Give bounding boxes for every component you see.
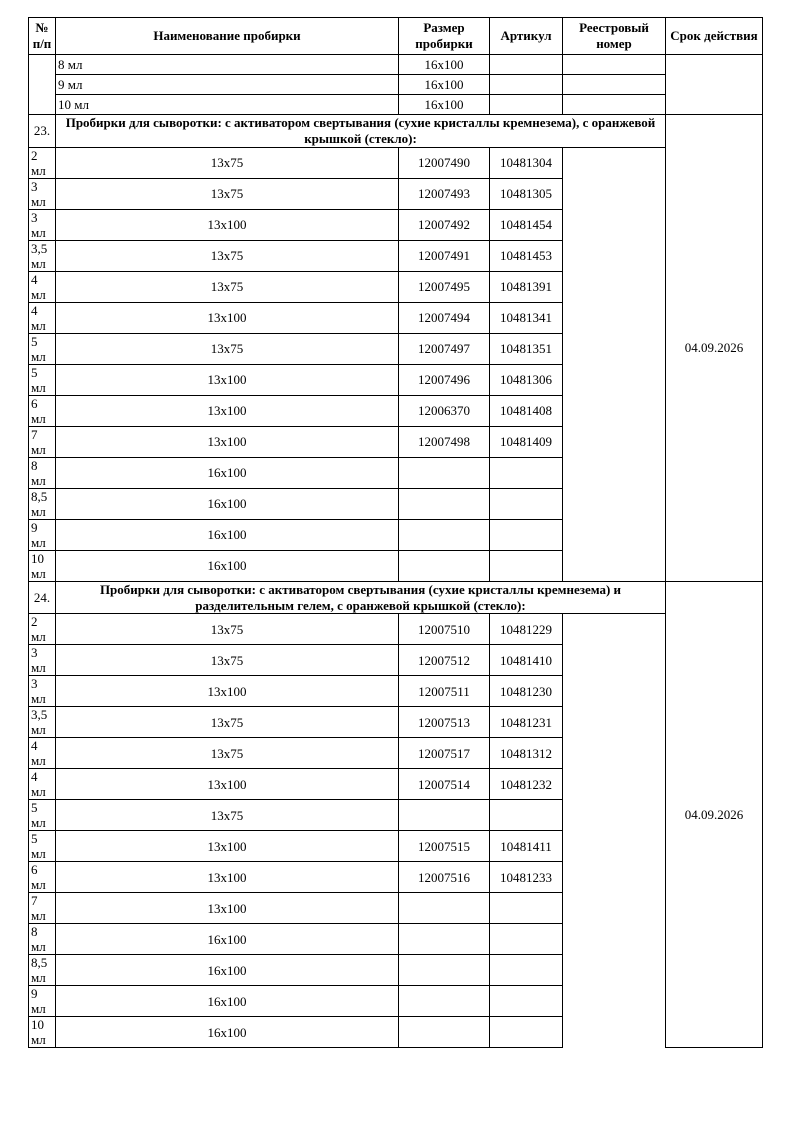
cell-size: 16x100 (56, 924, 399, 955)
cell-registry (490, 488, 563, 519)
cell-registry: 10481305 (490, 178, 563, 209)
cell-registry: 10481410 (490, 645, 563, 676)
cell-size: 16x100 (56, 1017, 399, 1048)
cell-size: 13x75 (56, 707, 399, 738)
cell-registry (490, 519, 563, 550)
cell-name: 8 мл (29, 924, 56, 955)
cell-registry: 10481408 (490, 395, 563, 426)
table-row (29, 1017, 763, 1048)
cell-article (490, 75, 563, 95)
cell-article: 12007512 (399, 645, 490, 676)
cell-name: 2 мл (29, 614, 56, 645)
column-header: Артикул (490, 18, 563, 55)
cell-registry: 10481341 (490, 302, 563, 333)
cell-article: 12007510 (399, 614, 490, 645)
cell-registry (490, 457, 563, 488)
column-header: Срок действия (666, 18, 763, 55)
table-row (29, 986, 763, 1017)
cell-name: 9 мл (56, 75, 399, 95)
cell-size: 16x100 (399, 75, 490, 95)
cell-size: 13x75 (56, 147, 399, 178)
table-row (29, 364, 763, 395)
table-row (29, 862, 763, 893)
cell-name: 7 мл (29, 426, 56, 457)
cell-name: 10 мл (56, 95, 399, 115)
cell-article: 12007497 (399, 333, 490, 364)
cell-name: 4 мл (29, 769, 56, 800)
cell-article (399, 986, 490, 1017)
tubes-table (28, 17, 763, 1048)
cell-size: 13x100 (56, 676, 399, 707)
cell-registry (490, 986, 563, 1017)
cell-article (399, 550, 490, 581)
cell-registry (490, 1017, 563, 1048)
table-row (29, 55, 763, 75)
table-row (29, 738, 763, 769)
cell-article (399, 519, 490, 550)
table-row (29, 178, 763, 209)
cell-size: 13x100 (56, 209, 399, 240)
cell-size: 13x100 (56, 862, 399, 893)
cell-registry (563, 75, 666, 95)
validity-date: 04.09.2026 (666, 581, 763, 1048)
cell-size: 13x75 (56, 240, 399, 271)
cell-registry: 10481229 (490, 614, 563, 645)
cell-registry: 10481304 (490, 147, 563, 178)
validity-date: 04.09.2026 (666, 115, 763, 582)
cell-article (490, 95, 563, 115)
cell-article (399, 800, 490, 831)
table-row (29, 426, 763, 457)
cell-article (399, 924, 490, 955)
cell-name: 4 мл (29, 271, 56, 302)
cell-name: 10 мл (29, 550, 56, 581)
table-row (29, 955, 763, 986)
cell-registry: 10481312 (490, 738, 563, 769)
cell-name: 8,5 мл (29, 955, 56, 986)
cell-name: 2 мл (29, 147, 56, 178)
cell-article: 12007513 (399, 707, 490, 738)
cell-article: 12007490 (399, 147, 490, 178)
cell-article: 12006370 (399, 395, 490, 426)
table-row (29, 831, 763, 862)
cell-size: 16x100 (56, 955, 399, 986)
cell-article: 12007496 (399, 364, 490, 395)
cell-registry: 10481391 (490, 271, 563, 302)
column-header: Размер пробирки (399, 18, 490, 55)
cell-registry (490, 924, 563, 955)
section-number-empty (29, 55, 56, 115)
table-row (29, 488, 763, 519)
cell-name: 8,5 мл (29, 488, 56, 519)
cell-size: 13x75 (56, 614, 399, 645)
cell-registry: 10481231 (490, 707, 563, 738)
cell-article (399, 893, 490, 924)
cell-article: 12007511 (399, 676, 490, 707)
table-row (29, 457, 763, 488)
cell-name: 3 мл (29, 645, 56, 676)
validity-date-empty (666, 55, 763, 115)
cell-article: 12007515 (399, 831, 490, 862)
table-row (29, 395, 763, 426)
cell-article: 12007492 (399, 209, 490, 240)
cell-name: 6 мл (29, 862, 56, 893)
cell-name: 8 мл (56, 55, 399, 75)
cell-article (399, 457, 490, 488)
cell-registry: 10481232 (490, 769, 563, 800)
header-row (29, 18, 763, 55)
cell-name: 4 мл (29, 738, 56, 769)
cell-size: 13x75 (56, 738, 399, 769)
cell-registry (490, 550, 563, 581)
column-header: Наименование пробирки (56, 18, 399, 55)
table-row (29, 707, 763, 738)
cell-registry: 10481230 (490, 676, 563, 707)
table-row (29, 333, 763, 364)
cell-size: 13x100 (56, 769, 399, 800)
table-body (29, 55, 763, 1048)
cell-registry: 10481411 (490, 831, 563, 862)
cell-name: 10 мл (29, 1017, 56, 1048)
table-row (29, 769, 763, 800)
cell-size: 13x100 (56, 364, 399, 395)
cell-name: 5 мл (29, 364, 56, 395)
cell-name: 3,5 мл (29, 707, 56, 738)
cell-size: 13x100 (56, 302, 399, 333)
cell-size: 13x75 (56, 271, 399, 302)
cell-size: 13x75 (56, 800, 399, 831)
cell-name: 8 мл (29, 457, 56, 488)
cell-registry: 10481233 (490, 862, 563, 893)
table-row (29, 519, 763, 550)
cell-size: 13x100 (56, 893, 399, 924)
cell-name: 4 мл (29, 302, 56, 333)
cell-name: 9 мл (29, 519, 56, 550)
cell-registry (490, 955, 563, 986)
cell-name: 9 мл (29, 986, 56, 1017)
cell-article: 12007498 (399, 426, 490, 457)
cell-name: 3 мл (29, 676, 56, 707)
section-number: 24. (29, 581, 56, 614)
cell-article: 12007491 (399, 240, 490, 271)
section-header-row (29, 581, 763, 614)
section-title: Пробирки для сыворотки: с активатором свертывания (сухие кристаллы кремнезема) и разделительным гелем, с оранжевой крышкой (стекло): (56, 581, 666, 614)
cell-article (399, 488, 490, 519)
cell-registry: 10481351 (490, 333, 563, 364)
cell-size: 16x100 (56, 488, 399, 519)
table-row (29, 302, 763, 333)
cell-name: 6 мл (29, 395, 56, 426)
cell-article (490, 55, 563, 75)
cell-size: 13x100 (56, 831, 399, 862)
cell-name: 3,5 мл (29, 240, 56, 271)
cell-article: 12007494 (399, 302, 490, 333)
cell-name: 7 мл (29, 893, 56, 924)
cell-size: 16x100 (56, 986, 399, 1017)
cell-article: 12007516 (399, 862, 490, 893)
cell-name: 3 мл (29, 178, 56, 209)
table-header (29, 18, 763, 55)
cell-registry: 10481306 (490, 364, 563, 395)
cell-registry (490, 800, 563, 831)
section-number: 23. (29, 115, 56, 148)
cell-registry: 10481409 (490, 426, 563, 457)
cell-registry: 10481453 (490, 240, 563, 271)
cell-article (399, 1017, 490, 1048)
cell-size: 13x75 (56, 178, 399, 209)
table-row (29, 924, 763, 955)
table-row (29, 209, 763, 240)
table-row (29, 550, 763, 581)
cell-size: 16x100 (399, 55, 490, 75)
cell-size: 16x100 (56, 457, 399, 488)
cell-size: 13x100 (56, 426, 399, 457)
table-row (29, 800, 763, 831)
cell-name: 3 мл (29, 209, 56, 240)
column-header: № п/п (29, 18, 56, 55)
cell-name: 5 мл (29, 333, 56, 364)
cell-article: 12007493 (399, 178, 490, 209)
table-row (29, 95, 763, 115)
table-row (29, 614, 763, 645)
cell-size: 13x75 (56, 645, 399, 676)
cell-registry (563, 55, 666, 75)
cell-size: 13x75 (56, 333, 399, 364)
cell-registry: 10481454 (490, 209, 563, 240)
cell-article (399, 955, 490, 986)
cell-registry (563, 95, 666, 115)
cell-article: 12007514 (399, 769, 490, 800)
cell-size: 16x100 (399, 95, 490, 115)
table-row (29, 75, 763, 95)
section-header-row (29, 115, 763, 148)
cell-article: 12007495 (399, 271, 490, 302)
table-row (29, 645, 763, 676)
cell-size: 16x100 (56, 519, 399, 550)
cell-name: 5 мл (29, 800, 56, 831)
cell-size: 13x100 (56, 395, 399, 426)
table-row (29, 676, 763, 707)
section-title: Пробирки для сыворотки: с активатором свертывания (сухие кристаллы кремнезема), с оранжевой крышкой (стекло): (56, 115, 666, 148)
table-row (29, 240, 763, 271)
table-row (29, 893, 763, 924)
cell-article: 12007517 (399, 738, 490, 769)
table-row (29, 271, 763, 302)
cell-size: 16x100 (56, 550, 399, 581)
column-header: Реестровый номер (563, 18, 666, 55)
cell-name: 5 мл (29, 831, 56, 862)
cell-registry (490, 893, 563, 924)
table-row (29, 147, 763, 178)
